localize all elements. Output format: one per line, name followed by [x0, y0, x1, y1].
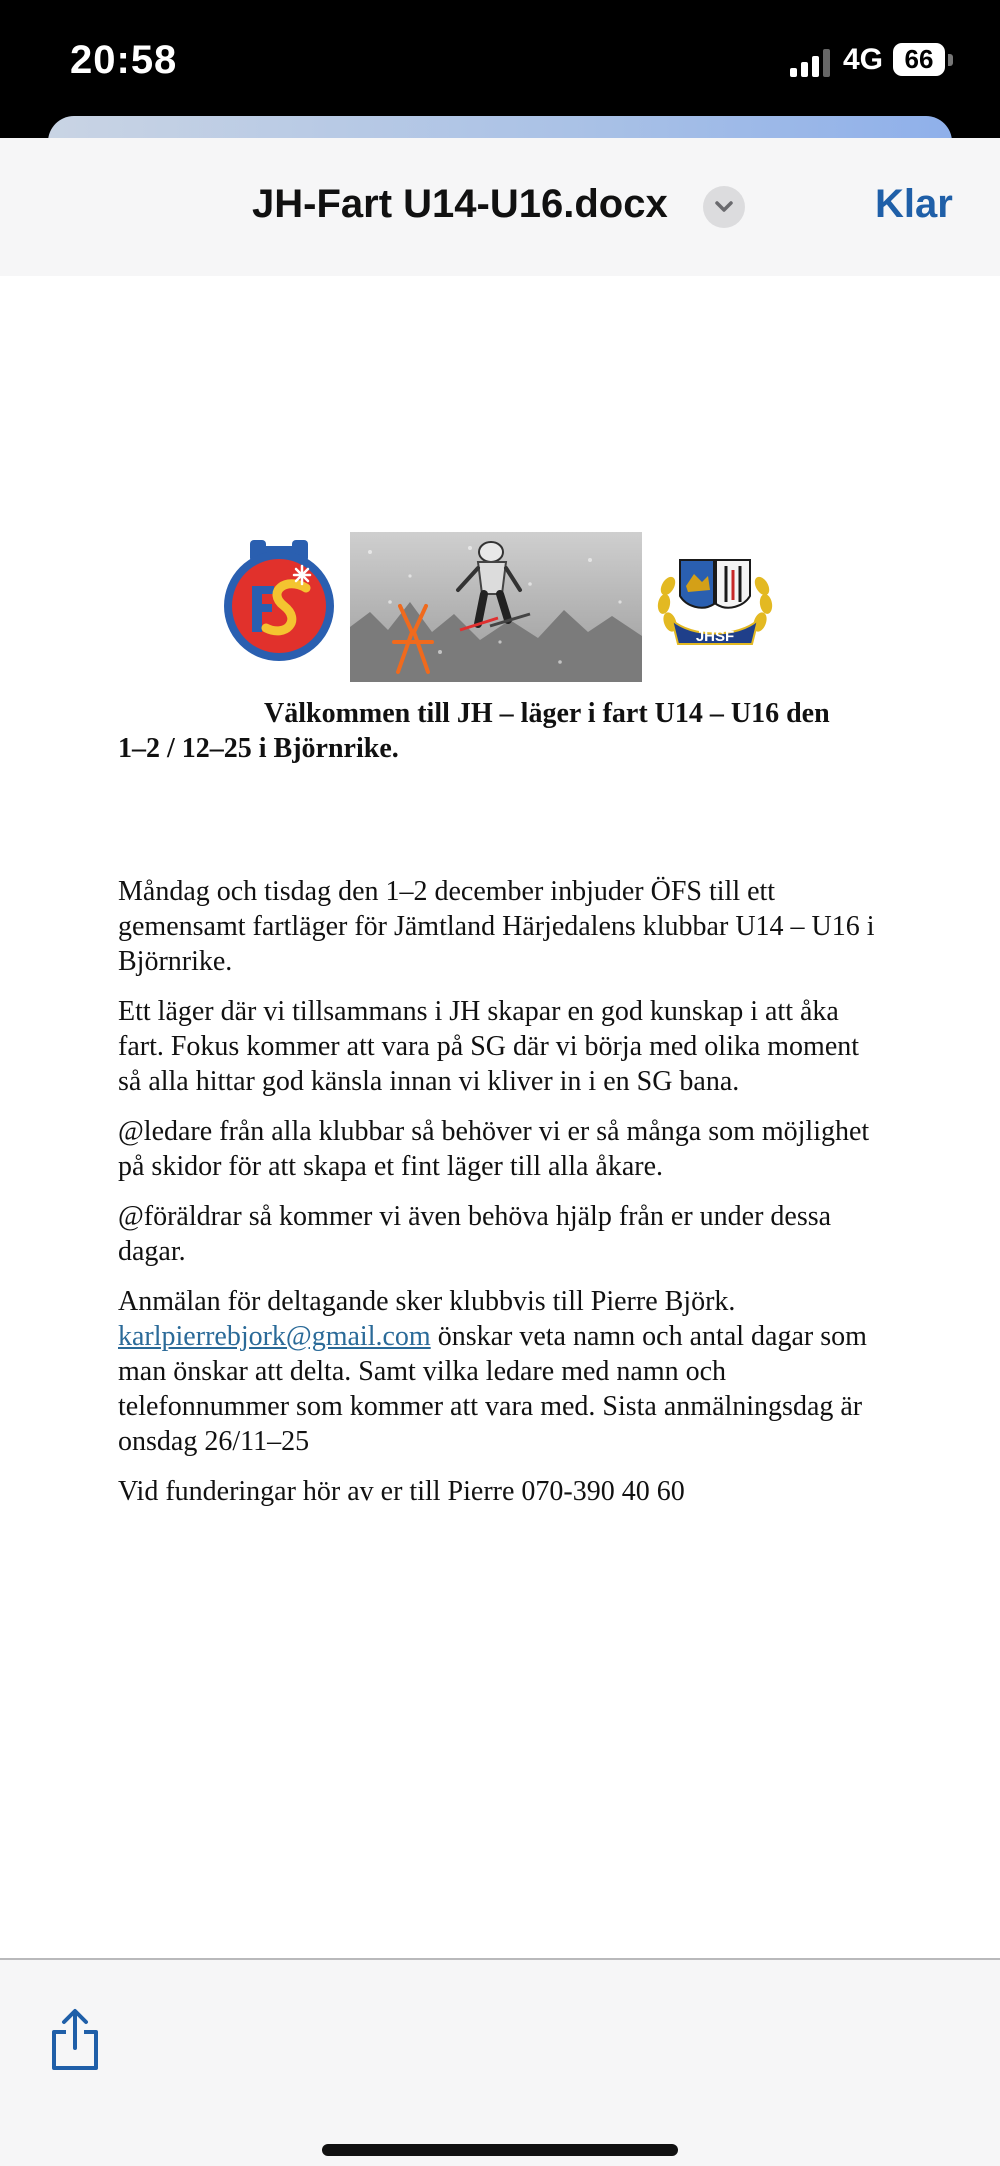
chevron-down-icon[interactable] [703, 186, 745, 228]
registration-details: önskar veta namn och antal dagar som man önskar att delta. Samt vilka ledare med namn och telefonnummer som kommer att vara med. Sista anmälningsdag är onsdag 26/11–25 [118, 1321, 867, 1457]
document-heading [118, 696, 888, 766]
home-indicator[interactable] [322, 2144, 678, 2156]
ofs-logo [222, 540, 336, 664]
email-link[interactable]: karlpierrebjork@gmail.com [118, 1321, 431, 1352]
paragraph: @ledare från alla klubbar så behöver vi er så många som möjlighet på skidor för att skapa et fint läger till alla åkare. [118, 1116, 870, 1182]
share-icon[interactable] [48, 2008, 102, 2072]
registration-paragraph [118, 1284, 888, 1459]
paragraph: Måndag och tisdag den 1–2 december inbjuder ÖFS till ett gemensamt fartläger för Jämtland Härjedalens klubbar U14 – U16 i Björnrike. [118, 876, 875, 977]
document-title[interactable]: JH-Fart U14-U16.docx [252, 182, 668, 226]
status-time: 20:58 [70, 38, 178, 82]
registration-intro: Anmälan för deltagande sker klubbvis till Pierre Björk. [118, 1286, 736, 1317]
jhsf-logo [652, 546, 778, 656]
network-type: 4G [843, 43, 884, 76]
document-body-text [118, 874, 888, 1524]
battery-tip [948, 54, 953, 66]
cellular-signal-icon [790, 49, 832, 77]
battery-icon: 66 [893, 43, 945, 76]
document-header [0, 138, 1000, 278]
document-body [0, 276, 1000, 2096]
document-sheet [0, 138, 1000, 2164]
skier-photo [350, 532, 642, 682]
bottom-toolbar [0, 1958, 1000, 2166]
svg-text:FS: FS [279, 664, 281, 665]
status-bar [0, 0, 1000, 118]
svg-text:JHSF: JHSF [695, 628, 735, 645]
contact-paragraph: Vid funderingar hör av er till Pierre 070-390 40 60 [118, 1476, 685, 1507]
paragraph: @föräldrar så kommer vi även behöva hjälp från er under dessa dagar. [118, 1201, 832, 1267]
paragraph: Ett läger där vi tillsammans i JH skapar en god kunskap i att åka fart. Fokus kommer att vara på SG där vi börja med olika moment så alla hittar god känsla innan vi kliver in i en SG bana. [118, 996, 860, 1097]
heading-line-1: Välkommen till JH – läger i fart U14 – U16 den [264, 698, 830, 729]
heading-line-2: 1–2 / 12–25 i Björnrike. [118, 733, 399, 764]
done-button[interactable]: Klar [875, 182, 953, 226]
